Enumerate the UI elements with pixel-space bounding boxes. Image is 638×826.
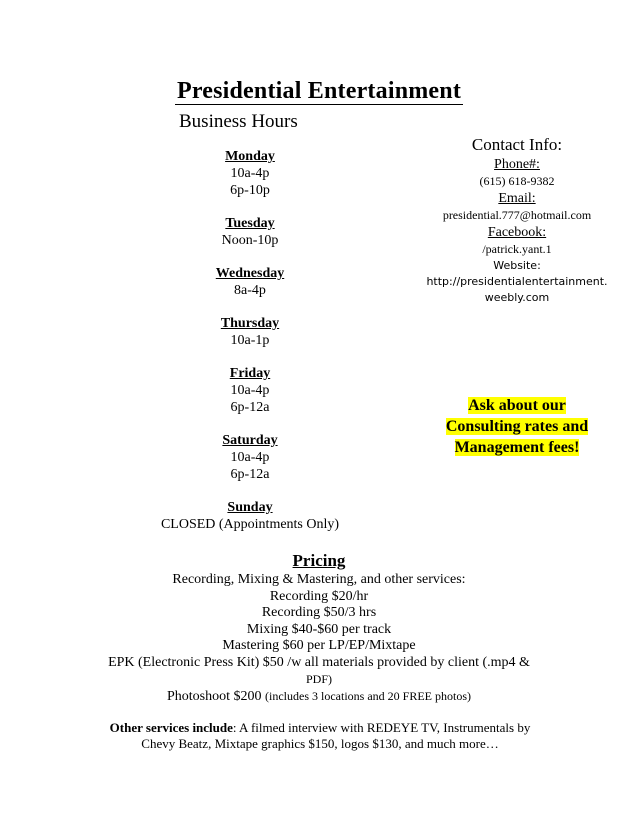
- consulting-promo: [420, 395, 614, 458]
- saturday-time-1: 10a-4p: [230, 450, 270, 465]
- tuesday-time-1: Noon-10p: [221, 233, 279, 248]
- contact-info: [417, 134, 617, 306]
- photoshoot-price: Photoshoot $200: [167, 688, 262, 704]
- pricing-line-services: Recording, Mixing & Mastering, and other services:: [172, 572, 466, 587]
- pricing-line-photoshoot: [0, 688, 638, 706]
- email-label: Email:: [498, 191, 536, 206]
- wednesday-time-1: 8a-4p: [234, 283, 266, 298]
- promo-line-3: Management fees!: [454, 439, 580, 456]
- other-services: [95, 720, 545, 752]
- website-url-line1: http://presidentialentertainment.: [426, 275, 608, 288]
- pricing-line-recording-hourly: Recording $20/hr: [269, 588, 369, 604]
- pricing-line-epk: EPK (Electronic Press Kit) $50 /w all materials provided by client (.mp4 &: [108, 654, 530, 670]
- monday-time-2: 6p-10p: [230, 183, 270, 198]
- day-wednesday: Wednesday: [215, 266, 285, 281]
- website-url-line2: weebly.com: [484, 291, 550, 304]
- day-saturday: Saturday: [222, 433, 278, 448]
- friday-time-1: 10a-4p: [230, 383, 270, 398]
- day-monday: Monday: [225, 149, 275, 164]
- title-text: Presidential Entertainment: [176, 78, 462, 104]
- website-label: Website:: [493, 259, 541, 272]
- contact-heading: Contact Info:: [471, 135, 563, 154]
- pricing-section: [0, 550, 638, 705]
- phone-label: Phone#:: [494, 157, 540, 172]
- pricing-heading: Pricing: [292, 551, 346, 570]
- facebook-label: Facebook:: [487, 225, 547, 240]
- facebook-value: /patrick.yant.1: [482, 242, 552, 256]
- day-thursday: Thursday: [220, 316, 280, 331]
- monday-time-1: 10a-4p: [230, 166, 270, 181]
- saturday-time-2: 6p-12a: [230, 467, 270, 482]
- friday-time-2: 6p-12a: [230, 400, 270, 415]
- day-friday: Friday: [229, 366, 271, 381]
- other-services-label: Other services include: [109, 720, 233, 735]
- email-value: presidential.777@hotmail.com: [442, 208, 592, 222]
- pricing-line-recording-block: Recording $50/3 hrs: [261, 605, 377, 620]
- pricing-line-epk-cont: PDF): [305, 672, 332, 686]
- day-tuesday: Tuesday: [225, 216, 275, 231]
- promo-line-1: Ask about our: [468, 397, 566, 414]
- business-hours-heading: Business Hours: [179, 111, 298, 132]
- sunday-time-1: CLOSED (Appointments Only): [160, 517, 340, 532]
- page-title: [0, 78, 638, 105]
- pricing-line-mixing: Mixing $40-$60 per track: [246, 621, 392, 637]
- pricing-line-mastering: Mastering $60 per LP/EP/Mixtape: [222, 638, 416, 653]
- photoshoot-note: (includes 3 locations and 20 FREE photos): [265, 688, 471, 703]
- thursday-time-1: 10a-1p: [230, 333, 270, 348]
- promo-line-2: Consulting rates and: [445, 418, 589, 435]
- other-services-text: : A filmed interview with REDEYE TV, Instrumentals by Chevy Beatz, Mixtape graphics $150, logos $130, and much more…: [141, 720, 531, 751]
- business-hours-list: [150, 148, 350, 533]
- day-sunday: Sunday: [227, 500, 273, 515]
- phone-value: (615) 618-9382: [479, 174, 555, 188]
